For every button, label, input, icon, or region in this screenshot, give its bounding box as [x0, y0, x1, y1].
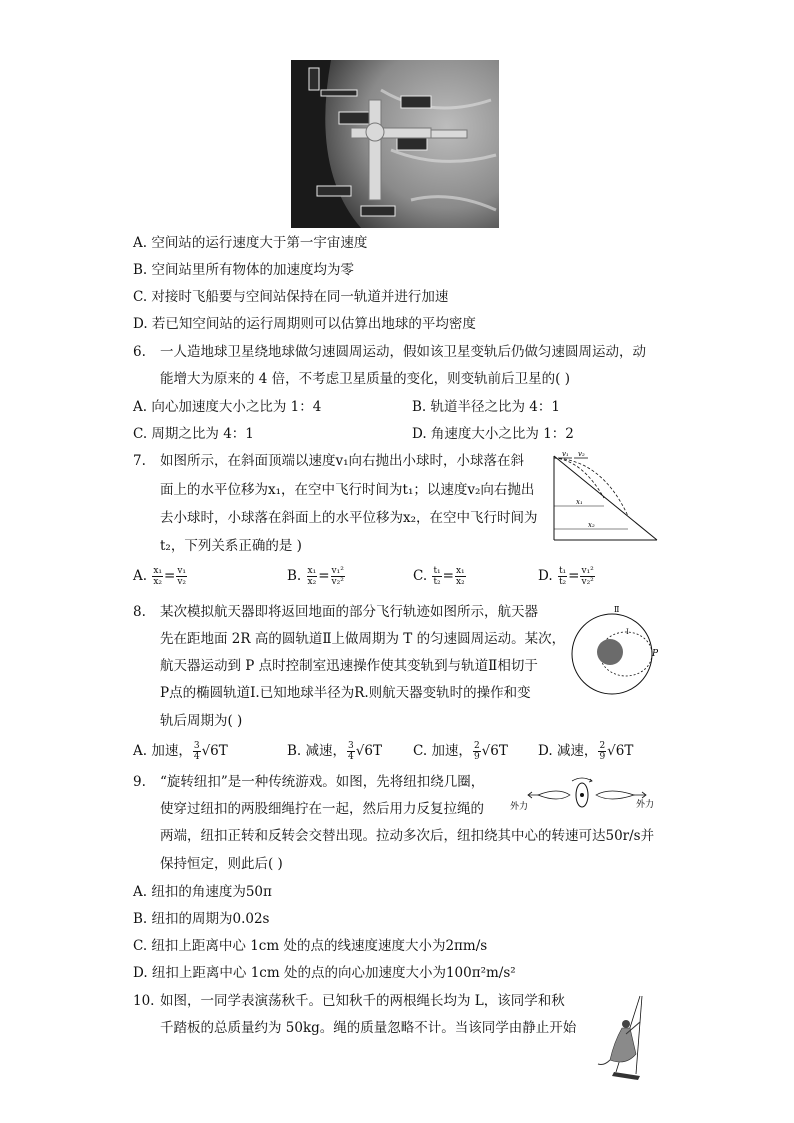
q8-option-c [413, 741, 508, 762]
q7-text-line-1: 如图所示，在斜面顶端以速度v₁向右抛出小球时，小球落在斜 [160, 453, 525, 469]
q9-option-c: C. 纽扣上距离中心 1cm 处的点的线速度速度大小为2πm/s [133, 938, 488, 954]
q8-option-b-coef: $\frac{3}{4}$ [348, 741, 354, 762]
q7-option-c-right-frac: $\frac{\text{x₁}}{\text{x₂}}$ [455, 566, 465, 587]
q5-option-d: D. 若已知空间站的运行周期则可以估算出地球的平均密度 [133, 316, 476, 332]
q8-fig-label-orbit2: Ⅱ [614, 605, 620, 614]
q9-text-line-3: 两端，纽扣正转和反转会交替出现。拉动多次后，纽扣绕其中心的转速可达50r/s并 [160, 828, 655, 844]
q8-option-b [287, 741, 382, 762]
q9-fig-label-right: 外力 [636, 800, 655, 810]
q8-option-c-root: √6T [481, 743, 508, 759]
q7-fig-label-x2: x₂ [588, 521, 595, 529]
q5-option-b: B. 空间站里所有物体的加速度均为零 [133, 262, 355, 278]
q6-option-d: D. 角速度大小之比为 1：2 [412, 426, 574, 442]
q7-option-a-left-frac: $\frac{\text{x₁}}{\text{x₂}}$ [153, 566, 163, 587]
q6-option-c: C. 周期之比为 4：1 [133, 426, 254, 442]
q10-number: 10. [133, 993, 155, 1009]
q8-text-line-1: 某次模拟航天器即将返回地面的部分飞行轨迹如图所示，航天器 [160, 604, 538, 620]
q6-text-line-1: 一人造地球卫星绕地球做匀速圆周运动，假如该卫星变轨后仍做匀速圆周运动，动 [160, 344, 646, 360]
q6-option-b: B. 轨道半径之比为 4：1 [412, 399, 560, 415]
q6-option-a: A. 向心加速度大小之比为 1：4 [133, 399, 322, 415]
q8-option-b-op: 减速， [305, 743, 347, 759]
q8-option-d-coef: $\frac{2}{9}$ [599, 741, 606, 762]
q7-option-b: B. $\frac{\text{x₁}}{\text{x₂}}$ = $\frac{\text{v₁²}}{\text{v₂²}}$ [287, 566, 344, 587]
q8-option-a-root: √6T [201, 743, 228, 759]
q9-fig-label-left: 外力 [510, 802, 529, 812]
q8-option-d-root: √6T [607, 743, 634, 759]
q7-option-c-left-frac: $\frac{\text{t₁}}{\text{t₂}}$ [433, 566, 441, 587]
q8-number: 8. [133, 604, 146, 620]
q8-text-line-5: 轨后周期为( ) [160, 713, 243, 729]
q8-option-c-label: C. [413, 743, 428, 759]
q9-number: 9. [133, 774, 146, 790]
q7-number: 7. [133, 453, 146, 469]
q5-option-c: C. 对接时飞船要与空间站保持在同一轨道并进行加速 [133, 289, 449, 305]
q7-option-d: D. $\frac{\text{t₁}}{\text{t₂}}$ = $\frac{\text{v₁²}}{\text{v₂²}}$ [538, 566, 594, 587]
q8-option-c-op: 加速， [431, 743, 472, 759]
q7-option-a-label: A. [133, 568, 148, 584]
q8-option-d-label: D. [538, 743, 553, 759]
q7-fig-label-x1: x₁ [576, 498, 583, 506]
q8-orbit-figure [566, 604, 662, 700]
q7-text-line-4: t₂，下列关系正确的是 ) [160, 538, 302, 554]
q7-text-line-3: 去小球时，小球落在斜面上的水平位移为x₂，在空中飞行时间为 [160, 510, 538, 526]
q8-option-a-label: A. [133, 743, 148, 759]
q8-fig-label-p: P [652, 649, 659, 659]
q10-text-line-1: 如图，一同学表演荡秋千。已知秋千的两根绳长均为 L，该同学和秋 [160, 993, 565, 1009]
q9-text-line-1: “旋转纽扣”是一种传统游戏。如图，先将纽扣绕几圈， [160, 774, 485, 790]
q5-option-a: A. 空间站的运行速度大于第一宇宙速度 [133, 235, 368, 251]
q7-option-a-right-frac: $\frac{\text{v₁}}{\text{v₂}}$ [177, 566, 187, 587]
q8-option-d-op: 减速， [556, 743, 598, 759]
q8-option-b-label: B. [287, 743, 302, 759]
q8-text-line-3: 航天器运动到 P 点时控制室迅速操作使其变轨到与轨道Ⅱ相切于 [160, 658, 538, 674]
q8-option-a [133, 741, 228, 762]
q9-text-line-2: 使穿过纽扣的两股细绳拧在一起，然后用力反复拉绳的 [160, 801, 484, 817]
q6-text-line-2: 能增大为原来的 4 倍，不考虑卫星质量的变化，则变轨前后卫星的( ) [160, 371, 570, 387]
q7-option-d-label: D. [538, 568, 553, 584]
q7-fig-label-v1: v₁ [562, 452, 569, 458]
q9-spinning-button-figure [510, 773, 662, 813]
q10-swing-figure [596, 994, 668, 1094]
q7-incline-figure [552, 452, 660, 544]
q7-option-c-label: C. [413, 568, 428, 584]
q8-text-line-2: 先在距地面 2R 高的圆轨道Ⅱ上做周期为 T 的匀速圆周运动。某次， [160, 631, 566, 647]
q9-option-d: D. 纽扣上距离中心 1cm 处的点的向心加速度大小为100π²m/s² [133, 965, 516, 981]
q7-option-d-right-frac: $\frac{\text{v₁²}}{\text{v₂²}}$ [581, 566, 594, 587]
q10-text-line-2: 千踏板的总质量约为 50kg。绳的质量忽略不计。当该同学由静止开始 [160, 1020, 577, 1036]
q7-option-b-label: B. [287, 568, 302, 584]
q7-option-b-right-frac: $\frac{\text{v₁²}}{\text{v₂²}}$ [331, 566, 344, 587]
q9-option-a: A. 纽扣的角速度为50π [133, 884, 272, 900]
q7-text-line-2: 面上的水平位移为x₁，在空中飞行时间为t₁；以速度v₂向右抛出 [160, 482, 535, 498]
q8-option-a-coef: $\frac{3}{4}$ [193, 741, 200, 762]
q8-text-line-4: P点的椭圆轨道Ⅰ.已知地球半径为R.则航天器变轨时的操作和变 [160, 685, 531, 701]
q7-option-d-left-frac: $\frac{\text{t₁}}{\text{t₂}}$ [558, 566, 567, 587]
q7-option-c: C. $\frac{\text{t₁}}{\text{t₂}}$ = $\frac{\text{x₁}}{\text{x₂}}$ [413, 566, 465, 587]
q8-fig-label-orbit1: Ⅰ [626, 628, 629, 636]
q9-option-b: B. 纽扣的周期为0.02s [133, 911, 270, 927]
q7-fig-label-v2: v₂ [578, 452, 585, 458]
q6-number: 6. [133, 344, 146, 360]
space-station-photo [291, 60, 499, 228]
q8-option-b-root: √6T [355, 743, 382, 759]
q7-option-a: A. $\frac{\text{x₁}}{\text{x₂}}$ = $\frac{\text{v₁}}{\text{v₂}}$ [133, 566, 187, 587]
q8-option-a-op: 加速， [151, 743, 192, 759]
q9-text-line-4: 保持恒定，则此后( ) [160, 856, 283, 872]
q8-option-d [538, 741, 633, 762]
q8-option-c-coef: $\frac{2}{9}$ [473, 741, 480, 762]
q7-option-b-left-frac: $\frac{\text{x₁}}{\text{x₂}}$ [307, 566, 317, 587]
